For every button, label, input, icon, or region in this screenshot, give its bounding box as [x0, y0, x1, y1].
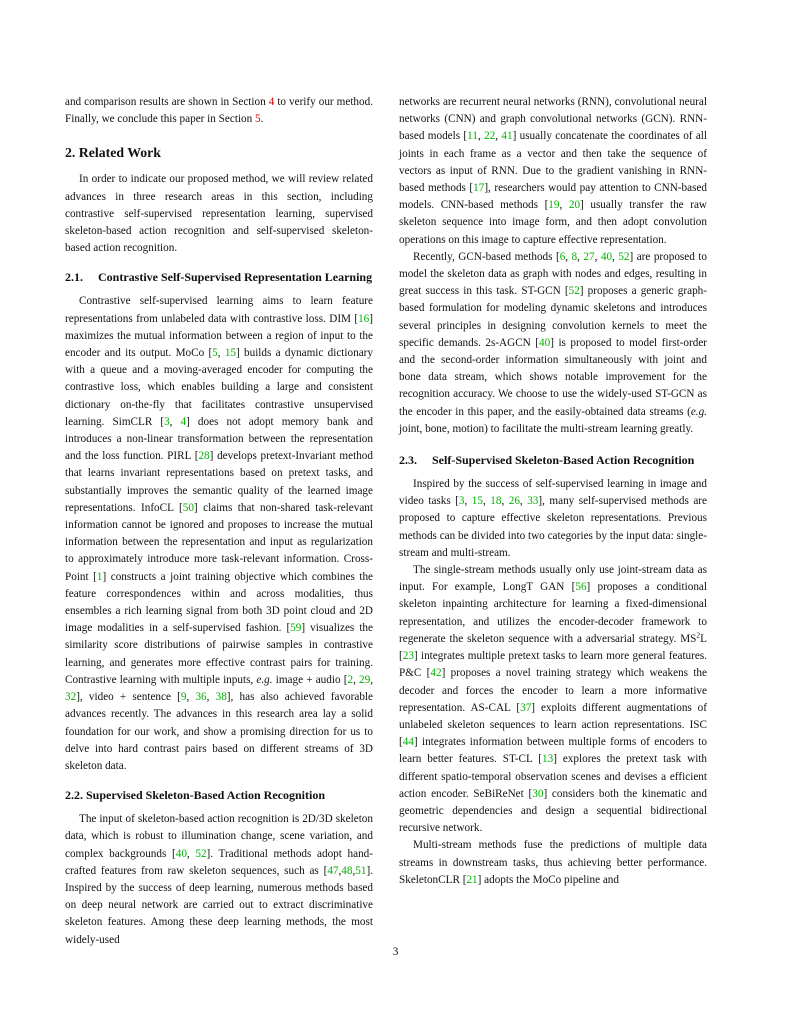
citation-link[interactable]: 40 — [175, 847, 187, 860]
citation-link[interactable]: 20 — [568, 199, 581, 212]
citation-link[interactable]: 28 — [198, 450, 210, 463]
citation-link[interactable]: 52 — [618, 250, 630, 263]
citation-link[interactable]: 27 — [583, 250, 595, 263]
citation-link[interactable]: 4 — [180, 415, 187, 428]
left-column — [65, 94, 373, 949]
citation-link[interactable]: 6 — [559, 250, 566, 263]
citation-link[interactable]: 59 — [290, 622, 302, 635]
citation-link[interactable]: 21 — [466, 873, 478, 886]
section-ref-link[interactable]: 5 — [255, 113, 261, 126]
citation-link[interactable]: 8 — [571, 250, 578, 263]
citation-link[interactable]: 40 — [600, 250, 613, 263]
citation-link[interactable]: 32 — [65, 691, 77, 704]
citation-link[interactable]: 3 — [164, 415, 170, 428]
paragraph-gcn: Recently, GCN-based methods [6, 8, 27, 40, 52] are proposed to model the skeleton data as graph with nodes and edges, resulting in great success in this task. ST-GCN [52] proposes a generic graph-based formulation for modeling dynamic skeletons and introduces several principles in designing convolution kernels to meet the specific demands. 2s-AGCN [40] is proposed to model first-order and the second-order information simultaneously with joint and bone data stream, which shows notable improvement for the recognition accuracy. We choose to use the widely-used ST-GCN as the encoder in this paper, and the easily-obtained data streams (e.g. joint, bone, motion) to facilitate the multi-stream learning greatly. — [399, 250, 708, 435]
citation-link[interactable]: 47 — [327, 864, 339, 877]
right-column — [399, 94, 707, 889]
paragraph-related-intro: In order to indicate our proposed method, we will review related advances in three research areas in this section, including contrastive self-supervised representation learning, supervised skeleton-based action recognition and self-supervised skeleton-based action recognition. — [65, 173, 373, 255]
citation-link[interactable]: 36 — [195, 691, 207, 704]
citation-link[interactable]: 48 — [341, 864, 353, 877]
paragraph-single-stream: The single-stream methods usually only use joint-stream data as input. For example, LongT GAN [56] proposes a conditional skeleton inpainting architecture for learning a fixed-dimensional representation, and utilizes the encoder-decoder framework to regenerate the skeleton sequence with a adversarial strategy. $MS^2L$ [23] integrates multiple pretext tasks to learn more general features. P&C [42] proposes a novel training strategy which weakens the decoder and forces the encoder to learn a more informative representation. AS-CAL [37] exploits different augmentations of unlabeled skeleton sequences to learn action representations. ISC [44] integrates information between multiple forms of encoders to learn better features. ST-CL [13] explores the pretext task with different spatio-temporal observation scenes and devises a efficient action encoder. SeBiReNet [30] considers both the kinematic and geometric dependencies and design a sequential bidirectional recursive network. — [399, 564, 707, 835]
citation-link[interactable]: 52 — [195, 847, 207, 860]
citation-link[interactable]: 17 — [473, 182, 485, 195]
citation-link[interactable]: 22 — [484, 130, 496, 143]
citation-link[interactable]: 16 — [358, 312, 370, 325]
citation-link[interactable]: 2 — [347, 673, 354, 686]
citation-link[interactable]: 19 — [548, 199, 560, 212]
paragraph-contrastive: Contrastive self-supervised learning aims to learn feature representations from unlabeled data with contrastive loss. DIM [16] maximizes the mutual information between a region of input to the encoder and its output. MoCo [5, 15] builds a dynamic dictionary with a queue and a moving-averaged encoder for computing the contrastive loss, which enables building a large and consistent dictionary on-the-fly that facilitates contrastive unsupervised learning. SimCLR [3, 4] does not adopt memory bank and introduces a non-linear transformation between the representation and the loss function. PIRL [28] develops pretext-Invariant method that learns invariant representations based on pretext tasks, and substantially improves the semantic quality of the learned image representations. InfoCL [50] claims that non-shared task-relevant information cannot be ignored and proposes to increase the mutual information between the representation and input as regularization to approximately introduce more task-relevant information. Cross-Point [1] constructs a joint training objective which combines the feature correspondences within and across modalities, thus ensembles a rich learning signal from both 3D point cloud and 2D image modalities in a self-supervised fashion. [59] visualizes the similarity score distributions of pairwise samples in contrastive learning, and generates more effective contrast pairs for training. Contrastive learning with multiple inputs, e.g. image + audio [2, 29, 32], video + sentence [9, 36, 38], has also achieved favorable advances recently. The advances in this research area lay a solid foundation for our work, and show a promising direction for us to delve into hard contrast pairs based on different streams of 3D skeleton data. — [65, 295, 374, 772]
citation-link[interactable]: 30 — [532, 787, 544, 800]
citation-link[interactable]: 23 — [402, 650, 414, 663]
paragraph-network-types: networks are recurrent neural networks (RNN), convolutional neural networks (CNN) and graph convolutional networks (GCN). RNN-based models [11, 22, 41] usually concatenate the coordinates of all joints in each frame as a vector and then take the sequence of vectors as input of RNN. Due to the gradient vanishing in RNN-based methods [17], researchers would pay attention to CNN-based models. CNN-based methods [19, 20] usually transfer the raw skeleton sequence into image form, and then adopt convolution operations on this image to capture effective representation. — [399, 96, 708, 246]
citation-link[interactable]: 41 — [501, 130, 513, 143]
paragraph-intro-end: and comparison results are shown in Section 4 to verify our method. Finally, we conclude this paper in Section 5. — [65, 96, 374, 126]
heading-supervised-skeleton: 2.2. Supervised Skeleton-Based Action Recognition — [65, 788, 326, 803]
citation-link[interactable]: 3 — [458, 495, 465, 508]
citation-link[interactable]: 29 — [359, 673, 371, 686]
page-number: 3 — [392, 946, 399, 958]
paragraph-multi-stream: Multi-stream methods fuse the predictions of multiple data streams in downstream tasks, thus achieving better performance. SkeletonCLR [21] adopts the MoCo pipeline and — [399, 839, 707, 886]
citation-link[interactable]: 37 — [520, 701, 532, 714]
paragraph-supervised: The input of skeleton-based action recognition is 2D/3D skeleton data, which is robust to illumination change, scene variation, and complex backgrounds [40, 52]. Traditional methods adopt hand-crafted features from raw skeleton sequences, such as [47,48,51]. Inspired by the success of deep learning, numerous methods based on deep neural network are carried out to extract discriminative skeleton features. Among these deep learning methods, the most widely-used — [65, 813, 374, 946]
citation-link[interactable]: 5 — [212, 347, 218, 360]
citation-link[interactable]: 42 — [430, 667, 442, 680]
heading-contrastive-ssl: 2.1. Contrastive Self-Supervised Representation Learning — [65, 270, 373, 285]
citation-link[interactable]: 44 — [402, 736, 414, 749]
citation-link[interactable]: 38 — [215, 691, 227, 704]
heading-self-supervised-skeleton: 2.3. Self-Supervised Skeleton-Based Action Recognition — [399, 453, 695, 468]
citation-link[interactable]: 52 — [568, 285, 580, 298]
citation-link[interactable]: 26 — [508, 495, 520, 508]
citation-link[interactable]: 9 — [180, 691, 187, 704]
citation-link[interactable]: 18 — [490, 495, 502, 508]
citation-link[interactable]: 40 — [539, 336, 551, 349]
citation-link[interactable]: 13 — [542, 753, 554, 766]
citation-link[interactable]: 33 — [527, 495, 539, 508]
paragraph-ssl-skeleton-intro: Inspired by the success of self-supervised learning in image and video tasks [3, 15, 18, 26, 33], many self-supervised methods are proposed to capture effective skeleton representations. Previous methods can be divided into two categories by the input data: single-stream and multi-stream. — [399, 478, 707, 559]
section-ref-link[interactable]: 4 — [268, 96, 275, 108]
citation-link[interactable]: 15 — [224, 347, 237, 360]
citation-link[interactable]: 51 — [355, 864, 367, 877]
heading-related-work: 2. Related Work — [65, 145, 161, 161]
citation-link[interactable]: 50 — [182, 501, 194, 514]
citation-link[interactable]: 11 — [467, 130, 478, 143]
citation-link[interactable]: 15 — [471, 495, 483, 508]
citation-link[interactable]: 56 — [575, 581, 587, 594]
citation-link[interactable]: 1 — [96, 570, 103, 583]
